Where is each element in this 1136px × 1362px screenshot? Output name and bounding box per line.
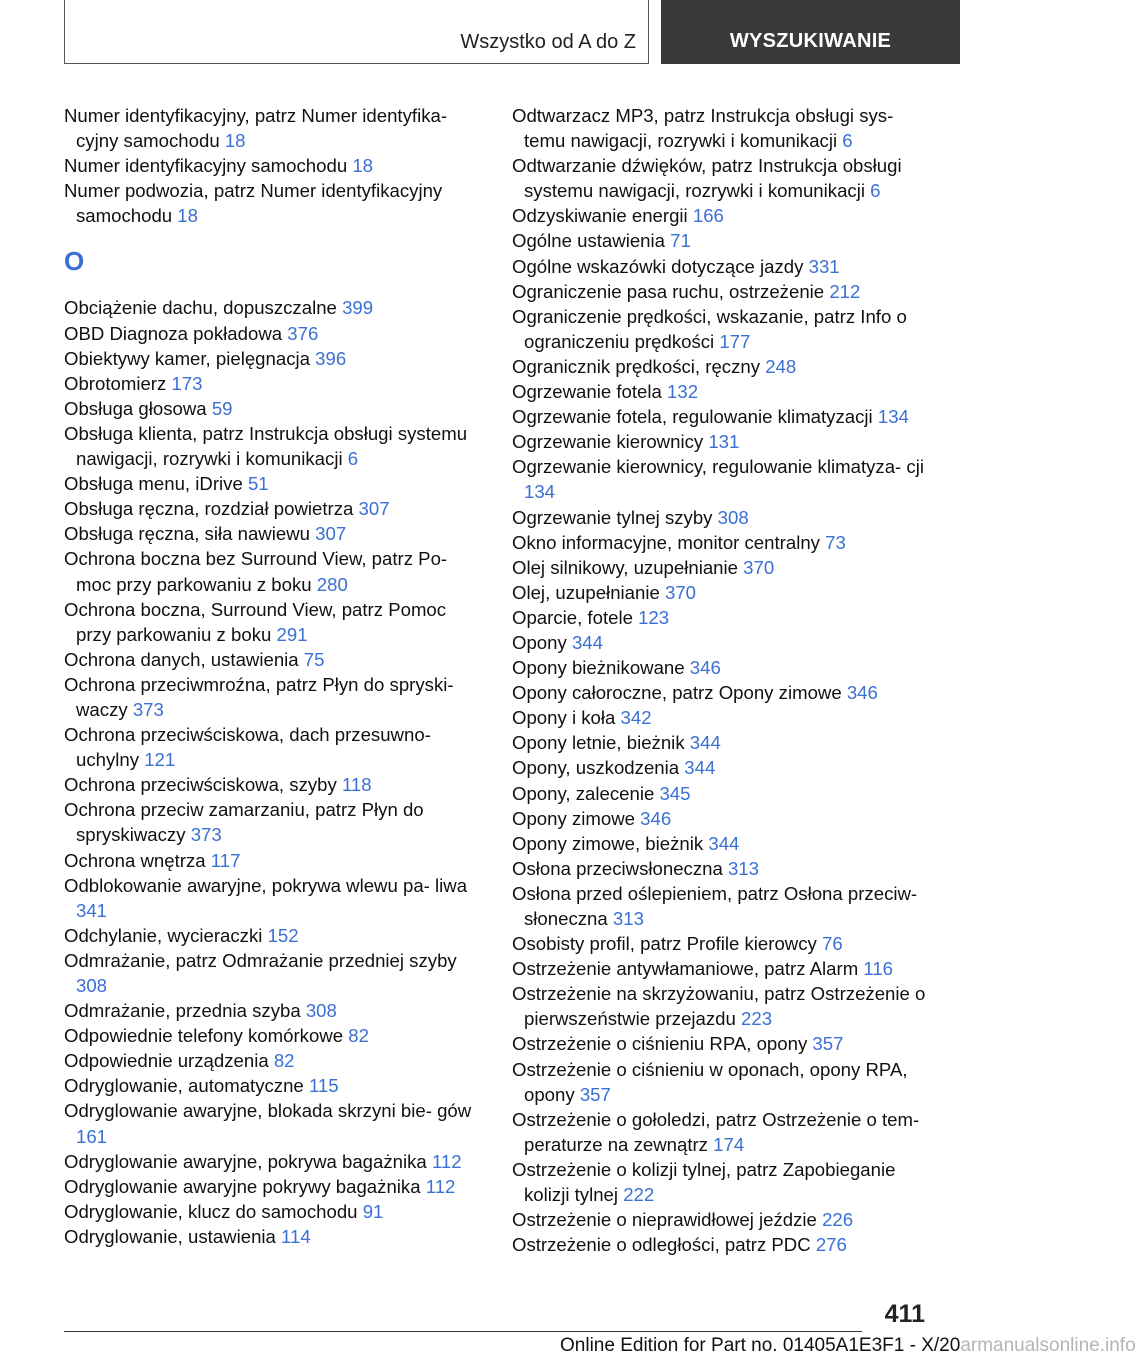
index-entry <box>512 630 932 655</box>
index-entry-page-link[interactable]: 75 <box>303 648 325 670</box>
index-entry <box>64 873 484 923</box>
index-entry <box>64 948 484 998</box>
index-entry <box>512 781 932 806</box>
index-entry-page-link[interactable]: 117 <box>210 849 241 871</box>
index-column-right <box>512 103 932 1257</box>
index-entry <box>512 1232 932 1257</box>
index-entry-term: Osobisty profil, patrz Profile kierowcy <box>512 933 822 955</box>
index-entry-page-link[interactable]: 91 <box>362 1200 384 1222</box>
index-entry-term: Ostrzeżenie o odległości, patrz PDC <box>512 1234 816 1256</box>
index-entry-page-link[interactable]: 121 <box>144 749 176 771</box>
index-entry-page-link[interactable]: 82 <box>348 1025 369 1047</box>
header-border-divider <box>648 0 649 64</box>
index-entry <box>512 755 932 780</box>
index-entry <box>64 597 484 647</box>
index-entry-page-link[interactable]: 118 <box>341 774 372 796</box>
index-entry <box>64 546 484 596</box>
index-entry-term: Opony zimowe <box>512 807 641 829</box>
footer <box>560 1335 1136 1357</box>
index-entry <box>64 1174 484 1199</box>
index-entry-term: Odryglowanie awaryjne, blokada skrzyni bie‐ gów <box>64 1100 472 1122</box>
index-entry-page-link[interactable]: 212 <box>829 280 861 302</box>
index-entry-page-link[interactable]: 276 <box>815 1234 847 1256</box>
index-entry-term: Obsługa ręczna, rozdział powietrza <box>64 498 359 520</box>
index-entry <box>512 1057 932 1107</box>
index-entry <box>512 1031 932 1056</box>
index-entry-term: Ostrzeżenie na skrzyżowaniu, patrz Ostrzeżenie o pierwszeństwie przejazdu <box>512 983 926 1030</box>
index-entry <box>64 672 484 722</box>
index-entry-term: Ograniczenie prędkości, wskazanie, patrz Info o ograniczeniu prędkości <box>512 305 907 352</box>
index-entry <box>512 354 932 379</box>
index-entry-page-link[interactable]: 6 <box>347 448 359 470</box>
index-entry-page-link[interactable]: 177 <box>719 330 751 352</box>
index-entry-page-link[interactable]: 280 <box>316 573 348 595</box>
index-entry-term: Odryglowanie, klucz do samochodu <box>64 1200 363 1222</box>
index-entry-page-link[interactable]: 18 <box>224 130 246 152</box>
index-entry-page-link[interactable]: 399 <box>342 297 374 319</box>
index-entry-page-link[interactable]: 308 <box>76 975 108 996</box>
index-entry <box>64 1149 484 1174</box>
index-entry-page-link[interactable]: 132 <box>667 381 699 403</box>
index-entry-page-link[interactable]: 222 <box>623 1184 655 1206</box>
index-entry-page-link[interactable]: 112 <box>425 1175 456 1197</box>
footer-divider <box>64 1331 862 1332</box>
index-entry <box>64 396 484 421</box>
index-entry-term: Ochrona przeciwściskowa, szyby <box>64 774 342 796</box>
index-entry <box>512 730 932 755</box>
index-entry <box>512 254 932 279</box>
index-entry-term: Ogrzewanie kierownicy <box>512 431 709 453</box>
index-entry-page-link[interactable]: 357 <box>579 1083 611 1105</box>
index-entry <box>64 178 484 228</box>
index-entry-term: Odryglowanie, ustawienia <box>64 1225 282 1247</box>
index-entry-term: Ostrzeżenie o nieprawidłowej jeździe <box>512 1209 823 1231</box>
index-entry-term: Ogrzewanie tylnej szyby <box>512 506 718 528</box>
index-entry-term: Ograniczenie pasa ruchu, ostrzeżenie <box>512 280 830 302</box>
index-entry-page-link[interactable]: 346 <box>689 657 721 679</box>
index-entry-page-link[interactable]: 248 <box>765 355 797 377</box>
index-entry-page-link[interactable]: 344 <box>684 757 716 779</box>
index-entry <box>512 956 932 981</box>
index-entry-page-link[interactable]: 18 <box>177 205 198 227</box>
index-entry <box>64 521 484 546</box>
index-entry-page-link[interactable]: 223 <box>741 1008 773 1030</box>
index-entry-term: Obiektywy kamer, pielęgnacja <box>64 347 316 369</box>
index-entry-page-link[interactable]: 18 <box>352 155 374 177</box>
index-entry-term: Odpowiednie urządzenia <box>64 1050 274 1072</box>
index-entry <box>512 404 932 429</box>
index-entry-page-link[interactable]: 6 <box>842 130 853 152</box>
index-entry-term: Obrotomierz <box>64 372 172 394</box>
index-entry-page-link[interactable]: 291 <box>276 623 308 645</box>
index-entry <box>512 103 932 153</box>
index-entry-term: Ogólne wskazówki dotyczące jazdy <box>512 255 809 277</box>
index-entry-page-link[interactable]: 134 <box>524 481 556 503</box>
index-entry <box>64 647 484 672</box>
index-entry-term: Olej silnikowy, uzupełnianie <box>512 556 744 578</box>
index-entry <box>512 429 932 454</box>
index-entry-term: Odryglowanie awaryjne pokrywy bagażnika <box>64 1175 426 1197</box>
index-entry <box>512 454 932 504</box>
index-entry <box>512 806 932 831</box>
index-entry-page-link[interactable]: 341 <box>76 899 108 921</box>
index-entry <box>512 530 932 555</box>
footer-edition: Online Edition for Part no. 01405A1E3F1 - X/20 <box>560 1335 961 1356</box>
index-entry-page-link[interactable]: 123 <box>638 606 670 628</box>
index-entry-page-link[interactable]: 344 <box>571 631 603 653</box>
index-entry <box>512 1157 932 1207</box>
index-entry-page-link[interactable]: 370 <box>743 556 775 578</box>
search-tab[interactable]: WYSZUKIWANIE <box>661 0 960 64</box>
index-entry-page-link[interactable]: 174 <box>713 1133 745 1155</box>
index-entry-page-link[interactable]: 307 <box>358 498 390 520</box>
index-entry <box>512 580 932 605</box>
index-entry-term: Obsługa klienta, patrz Instrukcja obsługi systemu nawigacji, rozrywki i komunikacji <box>64 422 468 470</box>
index-entry-page-link[interactable]: 370 <box>664 581 697 603</box>
index-entry <box>512 655 932 680</box>
index-entry <box>64 848 484 873</box>
index-entry-term: Oparcie, fotele <box>512 606 639 628</box>
index-entry-term: Ostrzeżenie o gołoledzi, patrz Ostrzeżenie o tem‐ peraturze na zewnątrz <box>512 1108 920 1155</box>
index-letter-heading: O <box>64 246 85 277</box>
index-entry-page-link[interactable]: 344 <box>689 732 721 754</box>
index-entry-term: Ochrona przeciwmroźna, patrz Płyn do spryski‐ waczy <box>64 673 454 720</box>
index-entry-term: Ostrzeżenie o ciśnieniu w oponach, opony RPA, opony <box>512 1058 908 1105</box>
index-entry-term: Olej, uzupełnianie <box>512 581 665 603</box>
index-entry <box>64 103 484 153</box>
index-entry-page-link[interactable]: 6 <box>870 180 881 202</box>
index-entry-term: Osłona przeciwsłoneczna <box>512 857 728 879</box>
index-entry-term: Opony bieżnikowane <box>512 657 690 679</box>
index-entry-term: Numer identyfikacyjny samochodu <box>64 155 353 177</box>
index-entry-term: Opony <box>512 631 572 653</box>
index-entry <box>512 680 932 705</box>
index-entry-term: Opony zimowe, bieżnik <box>512 832 709 854</box>
index-entry-page-link[interactable]: 115 <box>308 1075 339 1097</box>
index-entry-term: Odmrażanie, przednia szyba <box>64 1000 306 1022</box>
index-entry-term: Odpowiednie telefony komórkowe <box>64 1025 349 1047</box>
index-entry <box>64 1098 484 1148</box>
index-entry <box>512 555 932 580</box>
page-number: 411 <box>884 1300 925 1328</box>
footer-watermark: armanualsonline.info <box>960 1335 1136 1356</box>
index-entry-term: Ogrzewanie kierownicy, regulowanie klimatyza‐ cji <box>512 456 924 478</box>
index-entry-term: Odblokowanie awaryjne, pokrywa wlewu pa‐ liwa <box>64 874 468 896</box>
index-entry-term: Ogólne ustawienia <box>512 230 671 252</box>
index-entry-page-link[interactable]: 307 <box>315 523 347 545</box>
index-entry-page-link[interactable]: 308 <box>717 506 749 528</box>
index-entry-term: Ostrzeżenie o ciśnieniu RPA, opony <box>512 1033 813 1055</box>
index-entry <box>512 279 932 304</box>
index-entry-term: Ogrzewanie fotela, regulowanie klimatyzacji <box>512 406 878 428</box>
index-entry <box>64 295 484 320</box>
index-entry-term: Numer identyfikacyjny, patrz Numer identyfika‐ cyjny samochodu <box>64 105 448 152</box>
index-entry-page-link[interactable]: 346 <box>640 807 672 829</box>
index-entry <box>512 931 932 956</box>
index-entry-term: Opony całoroczne, patrz Opony zimowe <box>512 682 847 704</box>
index-entry-term: Odryglowanie, automatyczne <box>64 1075 309 1097</box>
index-entry-page-link[interactable]: 344 <box>708 832 740 854</box>
index-entry-term: Opony letnie, bieżnik <box>512 732 690 754</box>
index-entry-page-link[interactable]: 331 <box>808 255 840 277</box>
index-entry <box>512 304 932 354</box>
index-entry-page-link[interactable]: 226 <box>822 1209 854 1231</box>
index-entry <box>64 1199 484 1224</box>
index-entry-term: Odryglowanie awaryjne, pokrywa bagażnika <box>64 1150 432 1172</box>
index-entry <box>64 153 484 178</box>
index-entry-page-link[interactable]: 396 <box>315 347 347 369</box>
index-entry-term: Ostrzeżenie o kolizji tylnej, patrz Zapobieganie kolizji tylnej <box>512 1158 896 1206</box>
index-entry-page-link[interactable]: 51 <box>247 473 269 495</box>
index-entry-page-link[interactable]: 346 <box>846 682 878 704</box>
index-entry-term: Ogrzewanie fotela <box>512 381 668 403</box>
index-entry <box>64 321 484 346</box>
index-entry <box>512 881 932 931</box>
index-entry-term: Ochrona boczna, Surround View, patrz Pomoc przy parkowaniu z boku <box>64 598 447 645</box>
index-entry-term: Ochrona przeciwściskowa, dach przesuwno‐ uchylny <box>64 724 431 771</box>
index-entry <box>64 1048 484 1073</box>
index-entry-term: Obsługa ręczna, siła nawiewu <box>64 523 316 545</box>
index-entry <box>64 371 484 396</box>
index-column-left <box>64 103 484 1249</box>
index-entry-page-link[interactable]: 166 <box>692 205 724 227</box>
index-entry-term: Odchylanie, wycieraczki <box>64 924 268 946</box>
index-entry <box>512 1207 932 1232</box>
index-entry-page-link[interactable]: 134 <box>877 406 909 428</box>
index-entry-page-link[interactable]: 76 <box>822 933 843 955</box>
index-entry <box>512 831 932 856</box>
index-entry <box>512 856 932 881</box>
index-entry-page-link[interactable]: 345 <box>659 782 691 804</box>
index-entry-page-link[interactable]: 152 <box>267 924 299 946</box>
index-entry-page-link[interactable]: 376 <box>287 322 319 344</box>
index-entry <box>512 605 932 630</box>
index-entry-page-link[interactable]: 112 <box>431 1150 462 1172</box>
index-entry-term: Opony, uszkodzenia <box>512 757 685 779</box>
index-entry-term: OBD Diagnoza pokładowa <box>64 322 288 344</box>
index-entry-term: Ogranicznik prędkości, ręczny <box>512 355 766 377</box>
index-entry-page-link[interactable]: 313 <box>612 908 644 929</box>
index-entry-term: Numer podwozia, patrz Numer identyfikacyjny samochodu <box>64 180 443 227</box>
index-entry <box>512 203 932 228</box>
index-entry-page-link[interactable]: 59 <box>211 397 233 419</box>
index-entry <box>64 496 484 521</box>
header-border-bottom <box>64 63 648 64</box>
index-entry <box>64 797 484 847</box>
index-entry <box>64 346 484 371</box>
index-entry-term: Odtwarzacz MP3, patrz Instrukcja obsługi sys‐ temu nawigacji, rozrywki i komunikacji <box>512 105 894 152</box>
index-entry-page-link[interactable]: 342 <box>620 707 652 729</box>
index-entry-term: Okno informacyjne, monitor centralny <box>512 531 826 553</box>
index-entry <box>64 722 484 772</box>
index-entry <box>64 1023 484 1048</box>
index-entry-term: Ochrona boczna bez Surround View, patrz Po‐ moc przy parkowaniu z boku <box>64 548 448 595</box>
index-entry <box>512 981 932 1031</box>
index-entry <box>512 705 932 730</box>
index-entry-term: Odzyskiwanie energii <box>512 205 693 227</box>
index-entry-page-link[interactable]: 116 <box>863 958 894 980</box>
index-entry <box>512 153 932 203</box>
index-entry-page-link[interactable]: 82 <box>273 1050 295 1072</box>
index-entry <box>512 228 932 253</box>
index-entry-term: Opony, zalecenie <box>512 782 660 804</box>
index-entry-page-link[interactable]: 71 <box>670 230 691 252</box>
index-entry-page-link[interactable]: 173 <box>171 372 203 394</box>
index-entry-page-link[interactable]: 308 <box>305 1000 337 1022</box>
index-entry <box>64 1073 484 1098</box>
index-entry <box>64 923 484 948</box>
index-entry-term: Odmrażanie, patrz Odmrażanie przedniej szyby <box>64 949 457 971</box>
index-entry-term: Ochrona wnętrza <box>64 849 211 871</box>
index-entry <box>512 505 932 530</box>
index-entry-page-link[interactable]: 114 <box>281 1225 311 1247</box>
index-entry <box>64 471 484 496</box>
index-entry-page-link[interactable]: 313 <box>728 857 760 879</box>
index-entry-page-link[interactable]: 73 <box>825 531 846 553</box>
index-entry-term: Opony i koła <box>512 707 621 729</box>
index-entry <box>64 421 484 471</box>
index-entry-page-link[interactable]: 373 <box>190 824 222 846</box>
index-entry-term: Odtwarzanie dźwięków, patrz Instrukcja obsługi systemu nawigacji, rozrywki i komunikacji <box>512 155 902 202</box>
index-entry-page-link[interactable]: 161 <box>76 1125 108 1147</box>
index-entry-term: Ochrona danych, ustawienia <box>64 648 304 670</box>
index-entry-term: Ostrzeżenie antywłamaniowe, patrz Alarm <box>512 958 864 980</box>
index-entry <box>64 998 484 1023</box>
index-entry-term: Obciążenie dachu, dopuszczalne <box>64 297 343 319</box>
index-entry <box>512 1107 932 1157</box>
section-title: Wszystko od A do Z <box>460 31 636 53</box>
index-entry <box>64 772 484 797</box>
index-entry-page-link[interactable]: 357 <box>812 1033 844 1055</box>
index-entry-page-link[interactable]: 373 <box>132 698 164 720</box>
index-entry-term: Osłona przed oślepieniem, patrz Osłona przeciw‐ słoneczna <box>512 882 918 929</box>
index-entry-term: Obsługa menu, iDrive <box>64 473 248 495</box>
index-entry-page-link[interactable]: 131 <box>708 431 740 453</box>
index-entry-term: Ochrona przeciw zamarzaniu, patrz Płyn do spryskiwaczy <box>64 799 424 846</box>
index-entry <box>512 379 932 404</box>
index-entry-term: Obsługa głosowa <box>64 397 212 419</box>
index-entry <box>64 1224 484 1249</box>
